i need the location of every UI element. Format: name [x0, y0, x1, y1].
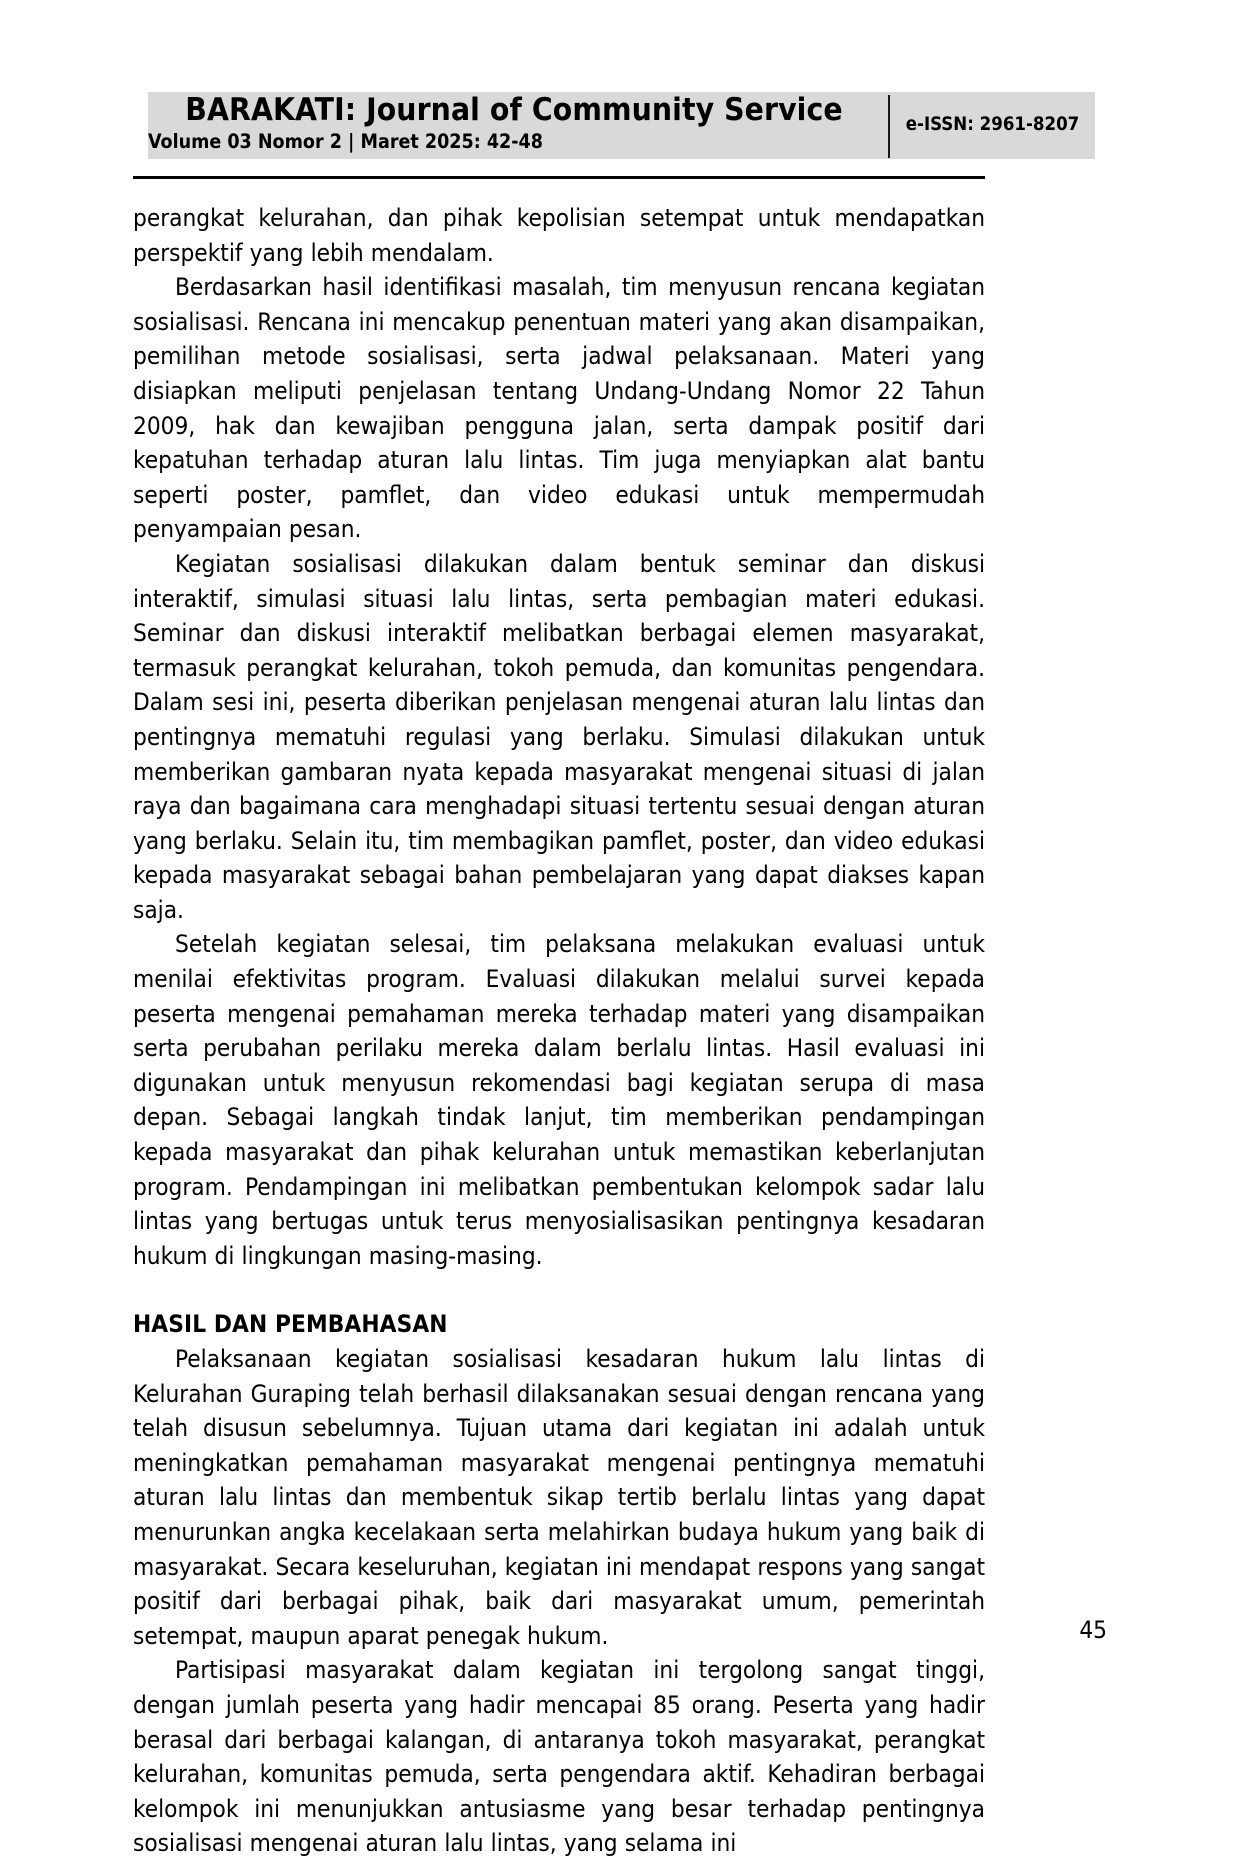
- paragraph-kegiatan-sosialisasi: Kegiatan sosialisasi dilakukan dalam bentuk seminar dan diskusi interaktif, simulasi situasi lalu lintas, serta pembagian materi edukasi. Seminar dan diskusi interaktif melibatkan berbagai elemen masyarakat, termasuk perangkat kelurahan, tokoh pemuda, dan komunitas pengendara. Dalam sesi ini, peserta diberikan penjelasan mengenai aturan lalu lintas dan pentingnya mematuhi regulasi yang berlaku. Simulasi dilakukan untuk memberikan gambaran nyata kepada masyarakat mengenai situasi di jalan raya dan bagaimana cara menghadapi situasi tertentu sesuai dengan aturan yang berlaku. Selain itu, tim membagikan pamflet, poster, dan video edukasi kepada masyarakat sebagai bahan pembelajaran yang dapat diakses kapan saja.: [133, 549, 985, 924]
- paragraph-continuation: perangkat kelurahan, dan pihak kepolisian setempat untuk mendapatkan perspektif yang lebih mendalam.: [133, 204, 985, 267]
- paragraph-pelaksanaan: Pelaksanaan kegiatan sosialisasi kesadaran hukum lalu lintas di Kelurahan Guraping telah berhasil dilaksanakan sesuai dengan rencana yang telah disusun sebelumnya. Tujuan utama dari kegiatan ini adalah untuk meningkatkan pemahaman masyarakat mengenai pentingnya mematuhi aturan lalu lintas dan membentuk sikap tertib berlalu lintas yang dapat menurunkan angka kecelakaan serta melahirkan budaya hukum yang baik di masyarakat. Secara keseluruhan, kegiatan ini mendapat respons yang sangat positif dari berbagai pihak, baik dari masyarakat umum, pemerintah setempat, maupun aparat penegak hukum.: [133, 1345, 985, 1650]
- running-head-right: [890, 92, 1095, 159]
- section-heading-hasil-dan-pembahasan: HASIL DAN PEMBAHASAN: [133, 1310, 448, 1339]
- running-head: [148, 92, 1095, 159]
- eissn-label: e-ISSN: 2961-8207: [905, 114, 1080, 135]
- paragraph-partisipasi: Partisipasi masyarakat dalam kegiatan ini tergolong sangat tinggi, dengan jumlah peserta yang hadir mencapai 85 orang. Peserta yang hadir berasal dari berbagai kalangan, di antaranya tokoh masyarakat, perangkat kelurahan, komunitas pemuda, serta pengendara aktif. Kehadiran berbagai kelompok ini menunjukkan antusiasme yang besar terhadap pentingnya sosialisasi mengenai aturan lalu lintas, yang selama ini: [133, 1656, 985, 1858]
- paragraph-evaluasi: Setelah kegiatan selesai, tim pelaksana melakukan evaluasi untuk menilai efektivitas program. Evaluasi dilakukan melalui survei kepada peserta mengenai pemahaman mereka terhadap materi yang disampaikan serta perubahan perilaku mereka dalam berlalu lintas. Hasil evaluasi ini digunakan untuk menyusun rekomendasi bagi kegiatan serupa di masa depan. Sebagai langkah tindak lanjut, tim memberikan pendampingan kepada masyarakat dan pihak kelurahan untuk memastikan keberlanjutan program. Pendampingan ini melibatkan pembentukan kelompok sadar lalu lintas yang bertugas untuk terus menyosialisasikan pentingnya kesadaran hukum di lingkungan masing-masing.: [133, 930, 985, 1270]
- body-column: [133, 201, 985, 1861]
- journal-title: BARAKATI: Journal of Community Service: [185, 92, 843, 128]
- header-rule: [133, 176, 985, 179]
- page-number: 45: [1079, 1615, 1107, 1644]
- journal-issue-line: Volume 03 Nomor 2 | Maret 2025: 42-48: [148, 130, 543, 153]
- paragraph-rencana-kegiatan: Berdasarkan hasil identifikasi masalah, tim menyusun rencana kegiatan sosialisasi. Rencana ini mencakup penentuan materi yang akan disampaikan, pemilihan metode sosialisasi, serta jadwal pelaksanaan. Materi yang disiapkan meliputi penjelasan tentang Undang-Undang Nomor 22 Tahun 2009, hak dan kewajiban pengguna jalan, serta dampak positif dari kepatuhan terhadap aturan lalu lintas. Tim juga menyiapkan alat bantu seperti poster, pamflet, dan video edukasi untuk mempermudah penyampaian pesan.: [133, 273, 985, 544]
- running-head-left: [148, 92, 888, 159]
